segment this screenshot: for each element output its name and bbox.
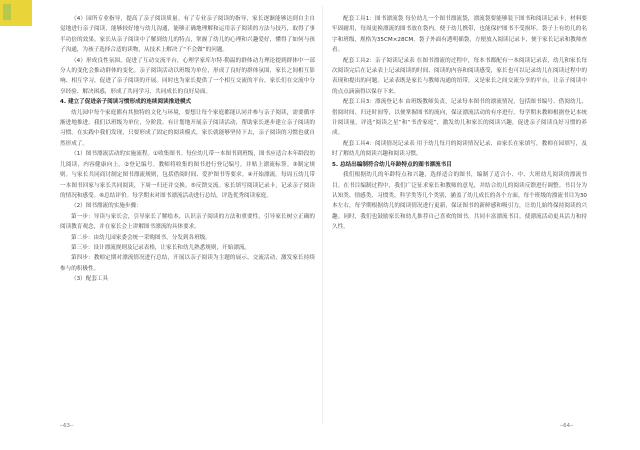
left-paragraph-11: （3）配套工具 [71, 276, 109, 283]
left-paragraph-8: 第二步：由幼儿园家委会统一采购图书，分发到各班级。 [71, 234, 211, 241]
right-paragraph-2: 配套工具2：亲子阅读记录表 在图书漂流的过程中，每本书都配有一本阅读记录表，幼儿和家长每次阅读完后在记录表上记录阅读的时间、阅读的内容和阅读感受，家长也可以记录幼儿在阅读过程中的表现和提出的问题。记录表既是家长与教师沟通的纽带，又是家长之间交流分享的平台，让亲子阅读中的点点滴滴得以保存下来。 [332, 57, 587, 95]
left-page [60, 14, 315, 394]
right-paragraph-6: 我们根据幼儿的年龄特点和兴趣，选择适合的图书，编制了适合小、中、大班幼儿阅读的漂流书目。在书目编制过程中，我们广泛征求家长和教师的意见，并结合幼儿的阅读反馈进行调整。书目分为认知类、情感类、习惯类、科学类等几个类别，涵盖了幼儿成长的各个方面。每个班级的漂流书目为30本左右，每学期根据幼儿的阅读情况进行更新，保证图书的新鲜感和吸引力，让幼儿始终保持阅读的兴趣。同时，我们也鼓励家长和幼儿推荐自己喜欢的图书，共同丰富漂流书目，使漂流活动更具活力和持久性。 [332, 172, 587, 231]
page-gutter [322, 6, 323, 424]
left-section-heading: 4. 建立了促进亲子阅读习惯形成的连续阅读推进模式 [60, 99, 192, 106]
left-paragraph-7: 第一步：导读与家长会，引导家长了解绘本，认识亲子阅读的方法和重要性，引导家长树立正确的阅读教育观念，并在家长会上讲解图书漂流的具体要求。 [60, 213, 315, 231]
left-paragraph-9: 第三步：设计漂流规则及记录表格，让家长和幼儿熟悉规则，开始漂流。 [71, 244, 251, 251]
left-paragraph-2: （4）形成良性氛围，促进了互动交流平台，心理学家库尔特·勒温的群体动力理论提到群体中一部分人的变化会推动群体的变化。亲子阅读活动以班级为单位，形成了良好的群体氛围，家长之间相互影响、相互学习，促进了亲子阅读的开展。同时也为家长提供了一个相互交流的平台，家长们在交流中分享经验、解决困惑，形成了共同学习、共同成长的良好局面。 [60, 57, 315, 95]
right-paragraph-1: 配套工具1：图书漂流袋 每位幼儿一个图书漂流袋，漂流袋要能够装下图书和阅读记录卡，材料要牢固耐用，每周更换漂流的图书放在袋内，便于幼儿携带，也能保护图书不受损坏。袋子上有幼儿的名字和班级，规格为35CM×28CM，袋子外面有透明插袋，方便放入阅读记录卡，便于家长记录和教师查看。 [332, 16, 587, 54]
right-page [332, 14, 587, 394]
corner-color-tab [0, 0, 32, 26]
left-paragraph-6: （2）图书漂流的实施步骤： [71, 203, 142, 210]
corner-mark-icon [3, 4, 11, 20]
left-paragraph-10: 第四步：教师定期对漂流情况进行总结，开展以亲子阅读为主题的展示、交流活动，激发家长持续参与的积极性。 [60, 255, 315, 272]
right-paragraph-3: 配套工具3：漂流登记本 由班级教师负责，记录每本图书的漂流情况，包括图书编号、借阅幼儿、借阅时间、归还时间等，以便掌握图书的流向，保证漂流活动的有序进行。每学期末教师根据登记本统计阅读量，评选“阅读之星”和“书香家庭”，激发幼儿和家长的阅读兴趣，促进亲子阅读良好习惯的养成。 [332, 99, 587, 137]
right-paragraph-4: 配套工具4：阅读情况记录表 用于幼儿每月的阅读情况记录，由家长在家填写，教师在园填写，及时了解幼儿的阅读兴趣和阅读习惯。 [332, 140, 587, 158]
left-paragraph-4: 幼儿园中每个家庭都有其独特的文化与环境，要想让每个家庭都能认同并参与亲子阅读，需要循序渐进地推进。我们以班级为单位，分阶段、有计划地开展亲子阅读活动，帮助家长逐步建立亲子阅读的习惯。在实践中我们发现，只要形成了固定的阅读模式，家长就能够坚持下去，亲子阅读的习惯也就自然形成了。 [60, 109, 315, 147]
left-paragraph-1: （4）园所专业指导，提高了亲子阅读质量。有了专业亲子阅读的指导，家长逐渐能够达到自主自觉地进行亲子阅读，能够较好地与幼儿沟通，能够正确地理解和运用亲子阅读的方法与技巧，取得了事半功倍的效果。家长从亲子阅读中了解到幼儿的特点，掌握了幼儿的心理和兴趣爱好，懂得了如何与孩子沟通，为孩子选择合适的读物，从技术上解决了“不会做”的问题。 [60, 16, 315, 54]
right-page-number: —64— [560, 423, 574, 429]
right-section-heading: 5. 总结出编制符合幼儿年龄特点的图书漂流书目 [332, 161, 452, 168]
left-page-number: —63— [60, 423, 74, 429]
left-paragraph-5: （1）图书漂流活动的实施流程。①收集图书。每位幼儿带一本图书到班级，图书应适合本年龄段幼儿阅读，内容健康向上。②登记编号。教师将收集的图书进行登记编号，并贴上漂流标签。③制定规则。与家长共同商讨制定图书漂流规则，包括借阅时间、爱护图书等要求。④开始漂流。每周五幼儿带一本图书回家与家长共同阅读，下周一归还并交换。⑤反馈交流。家长填写阅读记录卡，记录亲子阅读的情况和感受。⑥总结评价。每学期末对图书漂流活动进行总结，评选优秀阅读家庭。 [60, 151, 315, 199]
